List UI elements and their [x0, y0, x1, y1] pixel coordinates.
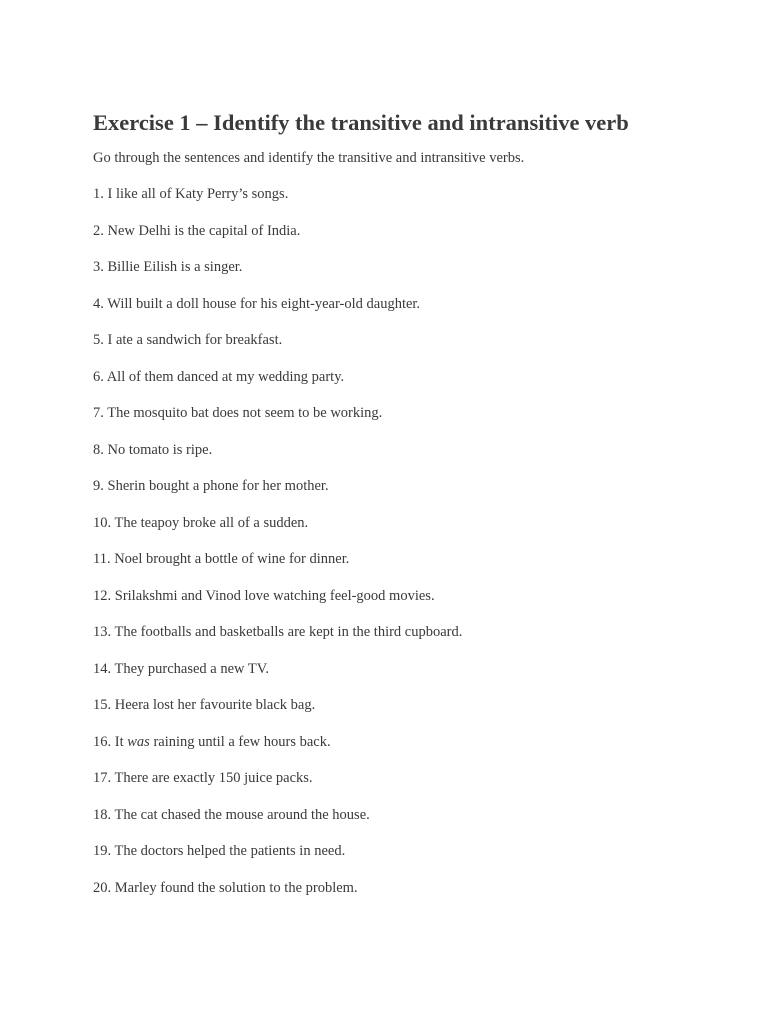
sentence-item: 17. There are exactly 150 juice packs. [93, 770, 313, 786]
sentence-item: 9. Sherin bought a phone for her mother. [93, 478, 329, 494]
sentence-item: 4. Will built a doll house for his eight-year-old daughter. [93, 295, 421, 312]
sentence-item: 20. Marley found the solution to the problem. [93, 879, 358, 896]
sentence-item: 12. Srilakshmi and Vinod love watching feel-good movies. [93, 587, 435, 604]
sentence-item: 7. The mosquito bat does not seem to be working. [93, 405, 383, 421]
sentence-item: 8. No tomato is ripe. [93, 441, 213, 458]
sentence-item: 1. I like all of Katy Perry’s songs. [93, 186, 289, 202]
sentence-item: 6. All of them danced at my wedding party. [93, 368, 345, 385]
document-page [93, 108, 733, 897]
sentence-item [93, 733, 733, 751]
sentence-item: 13. The footballs and basketballs are kept in the third cupboard. [93, 624, 463, 640]
sentence-item: 11. Noel brought a bottle of wine for dinner. [93, 551, 350, 567]
sentence-text: raining until a few hours back. [149, 733, 331, 750]
exercise-instructions: Go through the sentences and identify the transitive and intransitive verbs. [93, 150, 525, 166]
sentence-item: 10. The teapoy broke all of a sudden. [93, 514, 309, 531]
sentence-item: 18. The cat chased the mouse around the house. [93, 806, 370, 823]
sentence-item: 19. The doctors helped the patients in need. [93, 843, 346, 859]
sentence-item: 14. They purchased a new TV. [93, 660, 269, 677]
sentence-item: 2. New Delhi is the capital of India. [93, 222, 301, 239]
sentence-emphasis: was [127, 733, 150, 750]
sentence-item: 15. Heera lost her favourite black bag. [93, 697, 316, 713]
sentence-item: 3. Billie Eilish is a singer. [93, 259, 243, 275]
sentence-list [93, 185, 733, 897]
sentence-item: 5. I ate a sandwich for breakfast. [93, 332, 283, 348]
sentence-text: 16. It [93, 733, 128, 750]
exercise-title: Exercise 1 – Identify the transitive and intransitive verb [93, 110, 629, 135]
